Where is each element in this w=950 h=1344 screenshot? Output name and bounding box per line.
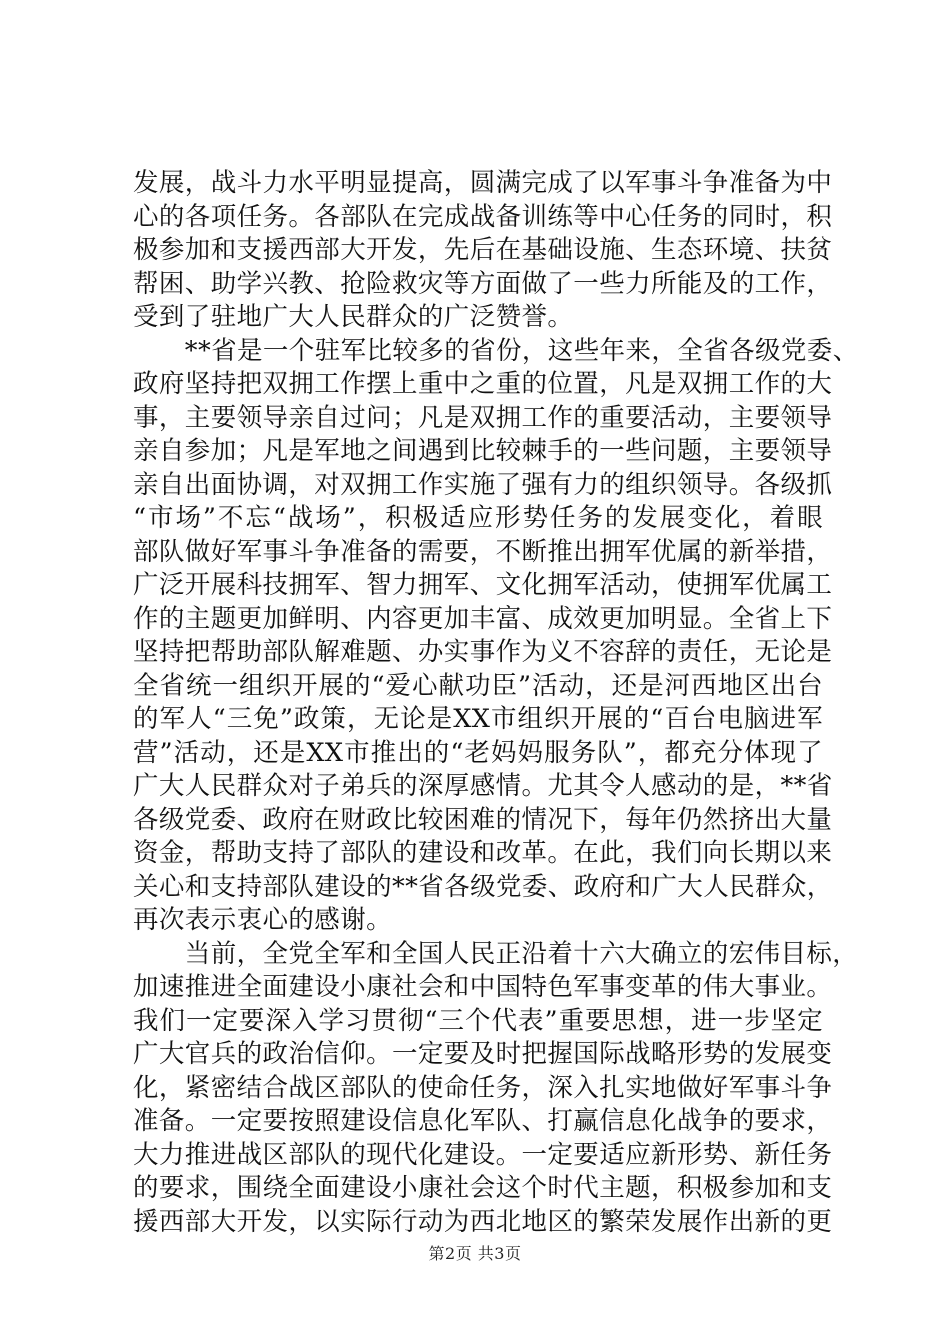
text-line: 发展，战斗力水平明显提高，圆满完成了以军事斗争准备为中 xyxy=(133,168,833,198)
text-line: 作的主题更加鲜明、内容更加丰富、成效更加明显。全省上下 xyxy=(133,603,833,634)
text-line: 资金，帮助支持了部队的建设和改革。在此，我们向长期以来 xyxy=(133,838,833,868)
text-line: 的军人“三免”政策，无论是XX市组织开展的“百台电脑进军 xyxy=(133,704,823,734)
text-line: 我们一定要深入学习贯彻“三个代表”重要思想，进一步坚定 xyxy=(133,1005,823,1036)
text-line: 加速推进全面建设小康社会和中国特色军事变革的伟大事业。 xyxy=(133,972,833,1002)
text-line: 心的各项任务。各部队在完成战备训练等中心任务的同时，积 xyxy=(133,201,833,232)
document-body xyxy=(133,167,859,1239)
page-number-footer: 第2页 共3页 xyxy=(428,1244,522,1263)
text-line: 当前，全党全军和全国人民正沿着十六大确立的宏伟目标， xyxy=(133,938,859,969)
text-line: 化，紧密结合战区部队的使命任务，深入扎实地做好军事斗争 xyxy=(133,1072,833,1103)
text-line: “市场”不忘“战场”，积极适应形势任务的发展变化，着眼 xyxy=(133,503,823,533)
text-line: 部队做好军事斗争准备的需要，不断推出拥军优属的新举措， xyxy=(133,536,833,567)
text-line: 营”活动，还是XX市推出的“老妈妈服务队”，都充分体现了 xyxy=(133,737,823,768)
text-line: 准备。一定要按照建设信息化军队、打赢信息化战争的要求， xyxy=(133,1106,833,1136)
text-line: **省是一个驻军比较多的省份，这些年来，全省各级党委、 xyxy=(133,335,859,366)
text-line: 极参加和支援西部大开发，先后在基础设施、生态环境、扶贫 xyxy=(133,235,833,265)
text-line: 帮困、助学兴教、抢险救灾等方面做了一些力所能及的工作， xyxy=(133,268,833,299)
text-line: 全省统一组织开展的“爱心献功臣”活动，还是河西地区出台 xyxy=(133,670,823,701)
text-line: 关心和支持部队建设的**省各级党委、政府和广大人民群众， xyxy=(133,871,833,902)
text-line: 的要求，围绕全面建设小康社会这个时代主题，积极参加和支 xyxy=(133,1173,833,1203)
text-line: 坚持把帮助部队解难题、办实事作为义不容辞的责任，无论是 xyxy=(133,637,833,667)
text-line: 亲自出面协调，对双拥工作实施了强有力的组织领导。各级抓 xyxy=(133,469,833,500)
text-line: 各级党委、政府在财政比较困难的情况下，每年仍然挤出大量 xyxy=(133,804,833,835)
text-line: 广大人民群众对子弟兵的深厚感情。尤其令人感动的是，**省 xyxy=(133,771,833,801)
text-line: 援西部大开发，以实际行动为西北地区的繁荣发展作出新的更 xyxy=(133,1206,833,1237)
text-line: 广大官兵的政治信仰。一定要及时把握国际战略形势的发展变 xyxy=(133,1039,833,1069)
text-line: 事，主要领导亲自过问；凡是双拥工作的重要活动，主要领导 xyxy=(133,402,833,433)
text-line: 再次表示衷心的感谢。 xyxy=(133,905,393,935)
text-line: 政府坚持把双拥工作摆上重中之重的位置，凡是双拥工作的大 xyxy=(133,369,833,399)
text-line: 亲自参加；凡是军地之间遇到比较棘手的一些问题，主要领导 xyxy=(133,436,833,466)
text-line: 大力推进战区部队的现代化建设。一定要适应新形势、新任务 xyxy=(133,1139,833,1170)
text-line: 广泛开展科技拥军、智力拥军、文化拥军活动，使拥军优属工 xyxy=(133,570,833,600)
text-line: 受到了驻地广大人民群众的广泛赞誉。 xyxy=(133,302,574,332)
